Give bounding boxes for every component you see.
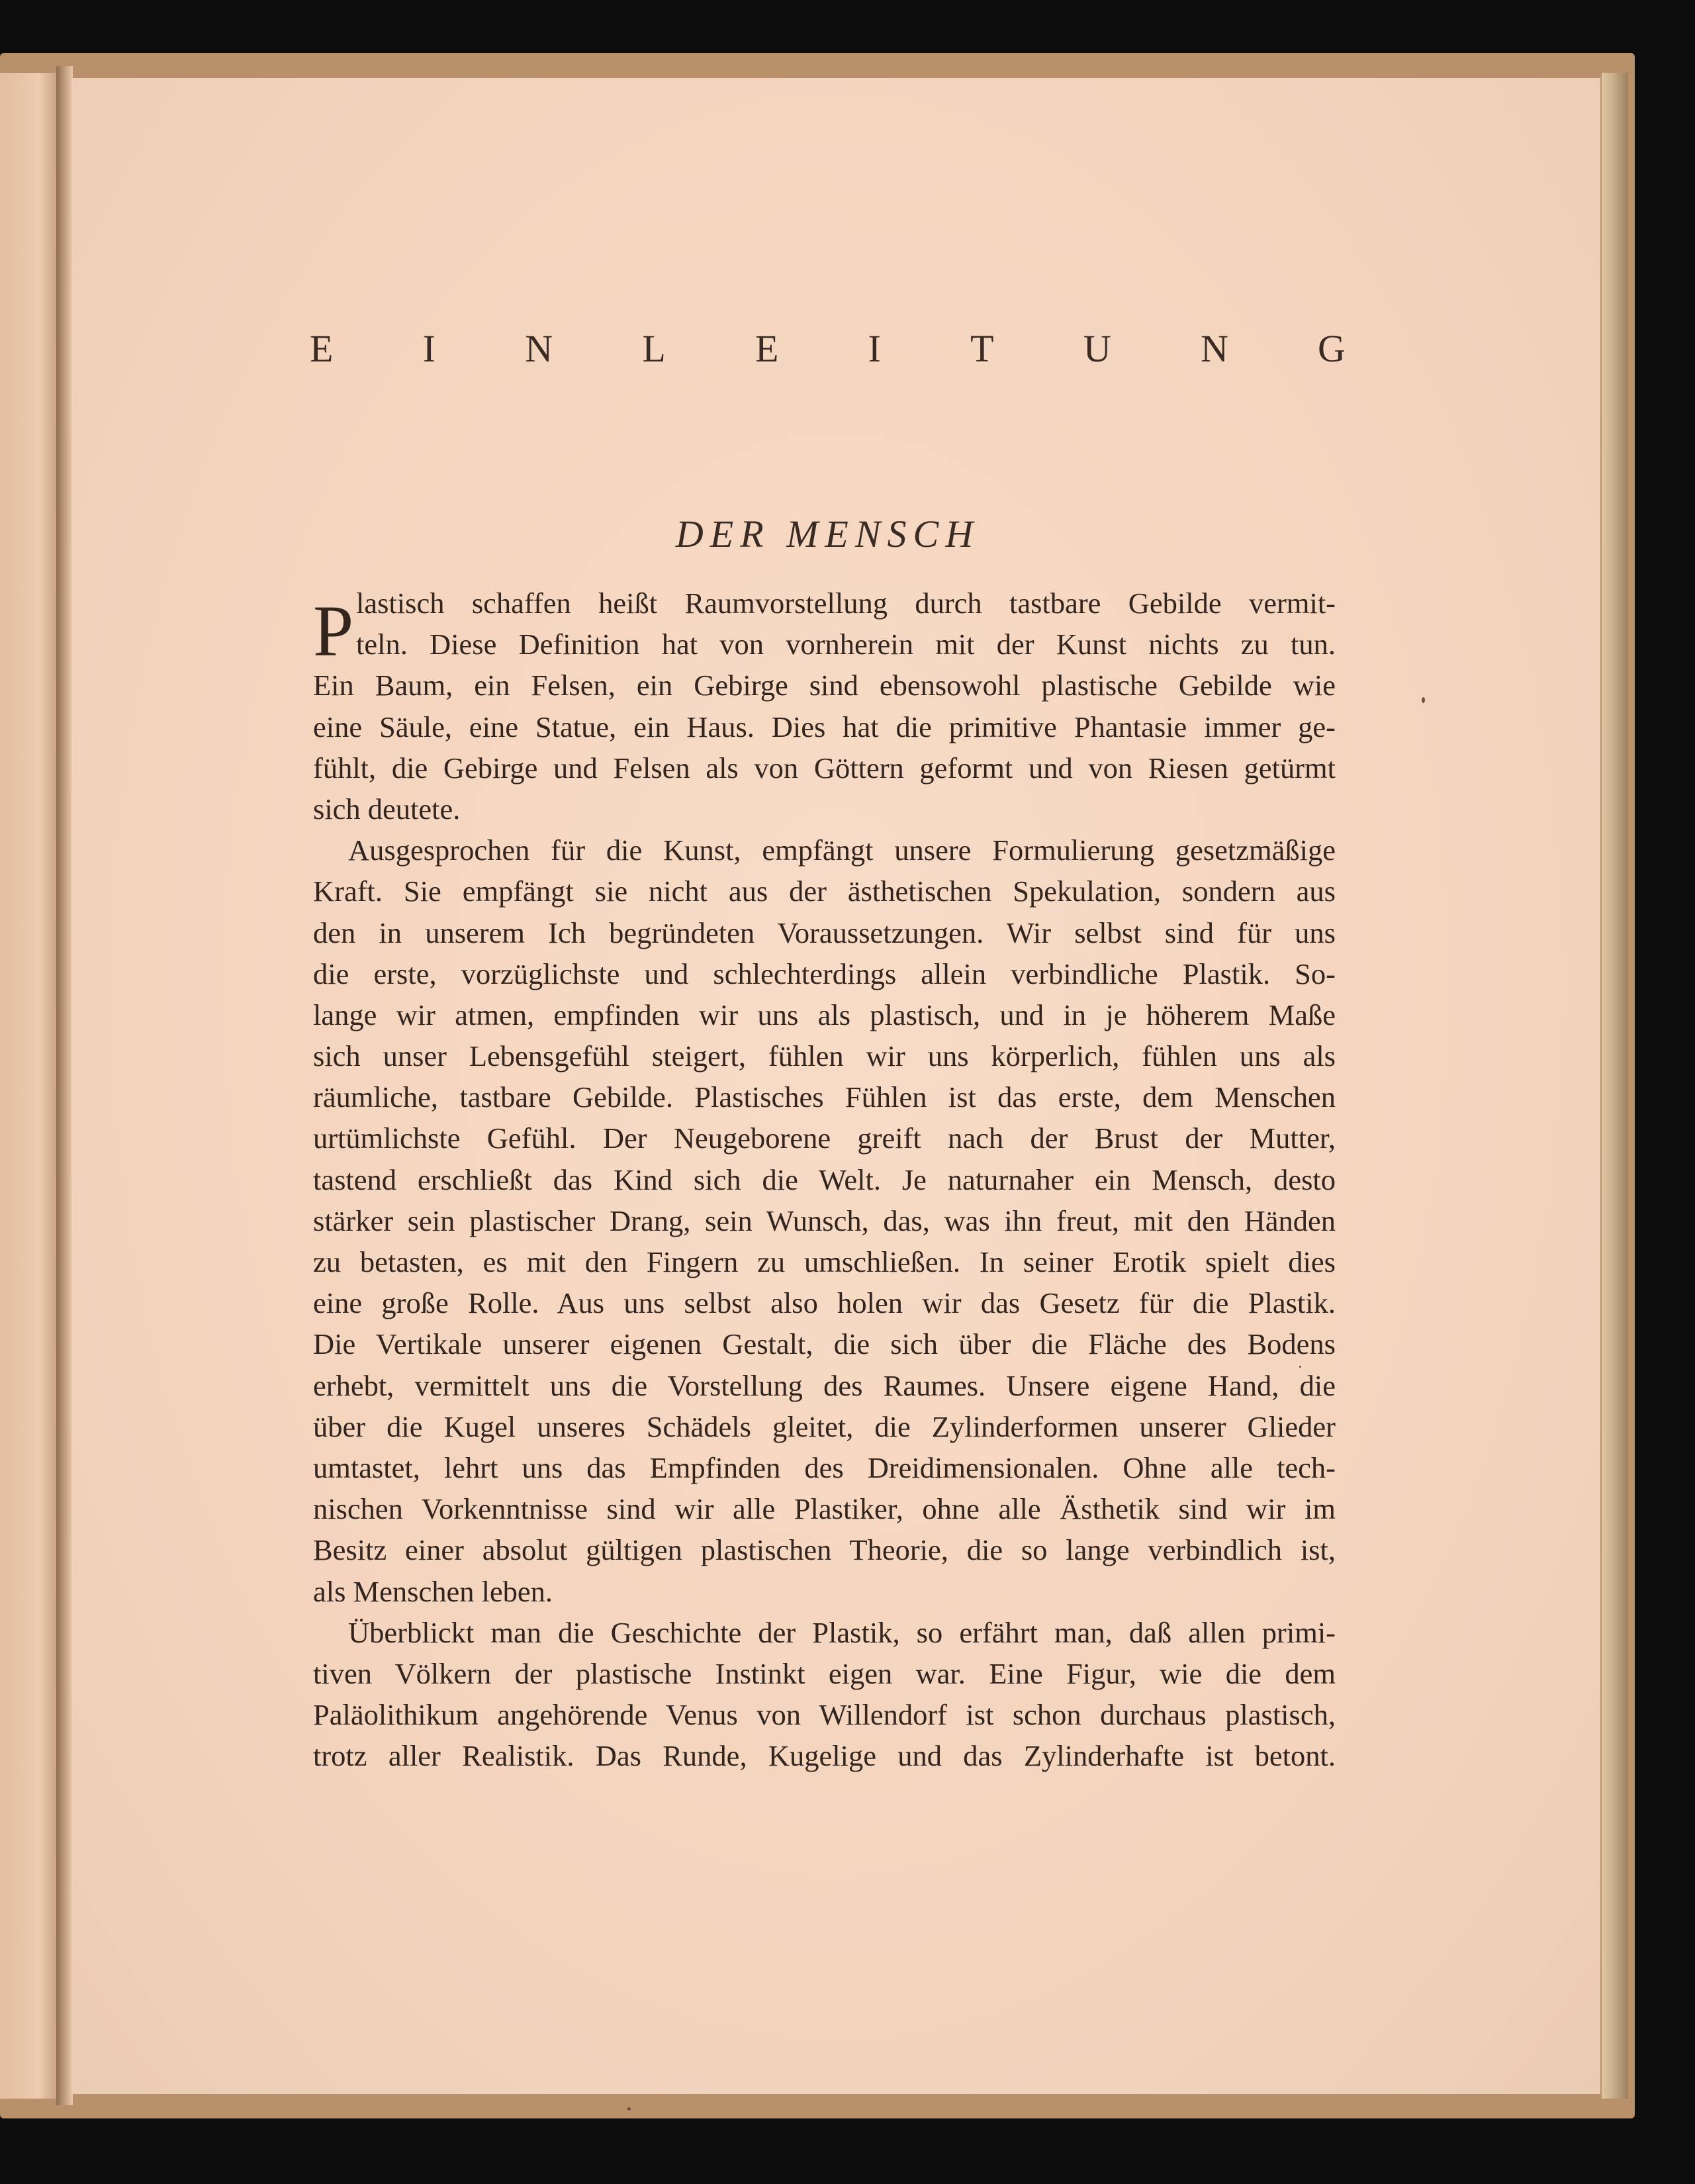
text-line: eine Säule, eine Statue, ein Haus. Dies hat die primitive Phantasie immer ge- <box>313 710 1336 743</box>
text-line: räumliche, tastbare Gebilde. Plastisches Fühlen ist das erste, dem Menschen <box>313 1080 1336 1114</box>
facing-page-strip <box>0 73 56 2099</box>
text-line: Ein Baum, ein Felsen, ein Gebirge sind ebensowohl plastische Gebilde wie <box>313 669 1336 702</box>
text-line: umtastet, lehrt uns das Empfinden des Dreidimensionalen. Ohne alle tech- <box>313 1450 1336 1484</box>
drop-cap: P <box>313 591 354 671</box>
text-line: Paläolithikum angehörende Venus von Willendorf ist schon durchaus plastisch, <box>313 1698 1336 1732</box>
chapter-heading-letter: T <box>970 327 994 370</box>
chapter-heading-letter: U <box>1083 327 1111 370</box>
text-line: tastend erschließt das Kind sich die Welt. Je naturnaher ein Mensch, desto <box>313 1163 1336 1196</box>
text-line: teln. Diese Definition hat von vornherein mit der Kunst nichts zu tun. <box>356 628 1336 661</box>
chapter-heading-letter: N <box>1200 327 1228 370</box>
text-line: als Menschen leben. <box>313 1574 553 1608</box>
text-line: Ausgesprochen für die Kunst, empfängt unsere Formulierung gesetzmäßige <box>348 833 1336 867</box>
text-line: tiven Völkern der plastische Instinkt eigen war. Eine Figur, wie die dem <box>313 1656 1336 1690</box>
chapter-heading-letter: I <box>868 327 881 370</box>
chapter-heading-letter: I <box>422 327 435 370</box>
chapter-heading-letter: N <box>525 327 553 370</box>
text-line: nischen Vorkenntnisse sind wir alle Plastiker, ohne alle Ästhetik sind wir im <box>313 1492 1336 1526</box>
text-line: stärker sein plastischer Drang, sein Wunsch, das, was ihn freut, mit den Händen <box>313 1204 1336 1237</box>
text-line: den in unserem Ich begründeten Voraussetzungen. Wir selbst sind für uns <box>313 916 1336 949</box>
text-line: erhebt, vermittelt uns die Vorstellung des Raumes. Unsere eigene Hand, die <box>313 1368 1336 1402</box>
text-line: sich unser Lebensgefühl steigert, fühlen wir uns körperlich, fühlen uns als <box>313 1039 1336 1073</box>
book-page <box>71 78 1600 2094</box>
chapter-heading-letter: E <box>755 327 779 370</box>
text-line: lastisch schaffen heißt Raumvorstellung durch tastbare Gebilde vermit- <box>356 587 1336 620</box>
text-line: die erste, vorzüglichste und schlechterdings allein verbindliche Plastik. So- <box>313 957 1336 990</box>
chapter-heading-letter: L <box>642 327 666 370</box>
text-line: Überblickt man die Geschichte der Plastik, so erfährt man, daß allen primi- <box>348 1615 1336 1649</box>
text-line: Die Vertikale unserer eigenen Gestalt, die sich über die Fläche des Bodens <box>313 1327 1336 1361</box>
text-line: trotz aller Realistik. Das Runde, Kugelige und das Zylinderhafte ist betont. <box>313 1739 1336 1773</box>
text-line: zu betasten, es mit den Fingern zu umschließen. In seiner Erotik spielt dies <box>313 1245 1336 1278</box>
body-text <box>313 583 1336 1776</box>
text-line: lange wir atmen, empfinden wir uns als plastisch, und in je höherem Maße <box>313 998 1336 1031</box>
text-line: Kraft. Sie empfängt sie nicht aus der ästhetischen Spekulation, sondern aus <box>313 875 1336 908</box>
page-edges <box>1602 73 1628 2099</box>
chapter-heading <box>310 326 1346 386</box>
text-line: Besitz einer absolut gültigen plastischen Theorie, die so lange verbindlich ist, <box>313 1533 1336 1567</box>
text-line: sich deutete. <box>313 792 461 826</box>
section-heading: DER MENSCH <box>675 512 980 555</box>
chapter-heading-letter: G <box>1318 327 1346 370</box>
book-gutter <box>56 66 73 2105</box>
chapter-heading-letter: E <box>310 327 334 370</box>
text-line: über die Kugel unseres Schädels gleitet, die Zylinderformen unserer Glieder <box>313 1409 1336 1443</box>
text-line: urtümlichste Gefühl. Der Neugeborene greift nach der Brust der Mutter, <box>313 1121 1336 1155</box>
text-line: fühlt, die Gebirge und Felsen als von Göttern geformt und von Riesen getürmt <box>313 751 1336 784</box>
text-line: eine große Rolle. Aus uns selbst also holen wir das Gesetz für die Plastik. <box>313 1286 1336 1320</box>
